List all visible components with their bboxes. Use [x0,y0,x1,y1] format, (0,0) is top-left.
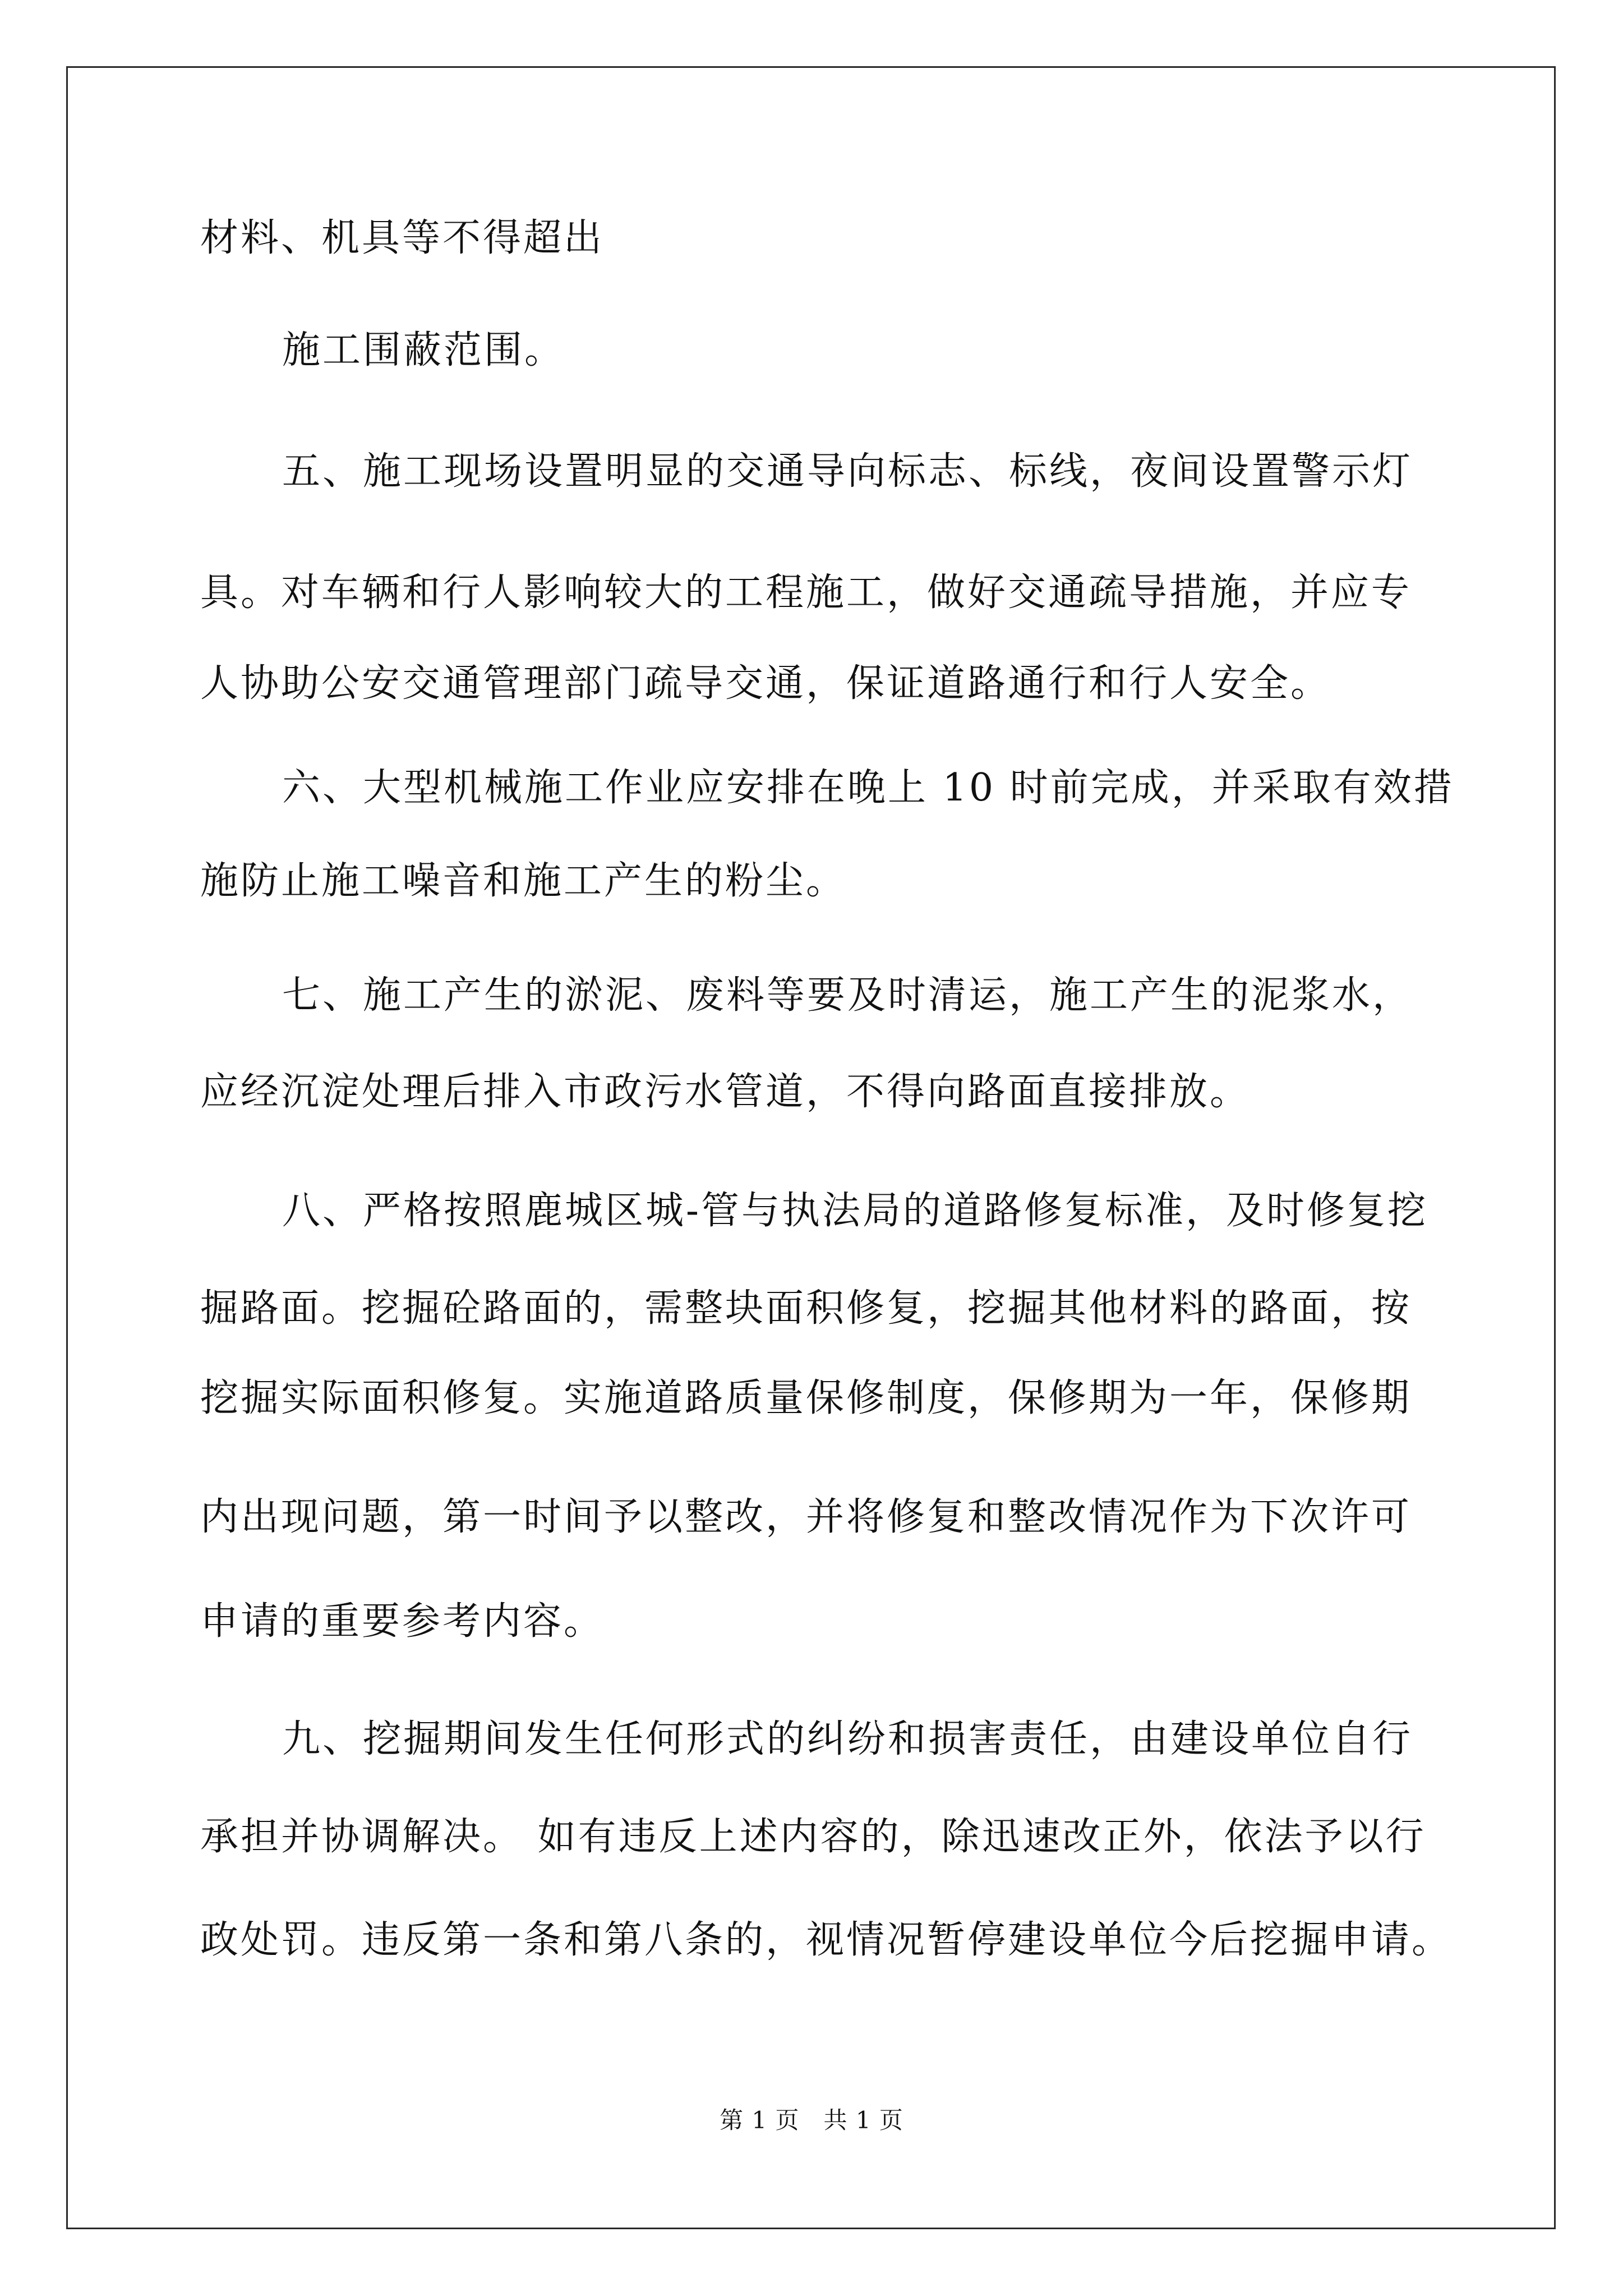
text-line: 材料、机具等不得超出 [200,216,605,260]
text-line: 八、严格按照鹿城区城-管与执法局的道路修复标准，及时修复挖 [282,1189,1428,1233]
text-line: 五、施工现场设置明显的交通导向标志、标线，夜间设置警示灯 [282,449,1413,494]
text-line: 具。对车辆和行人影响较大的工程施工，做好交通疏导措施，并应专 [200,570,1412,615]
text-line: 挖掘实际面积修复。实施道路质量保修制度，保修期为一年，保修期 [200,1376,1412,1420]
text-line: 政处罚。违反第一条和第八条的，视情况暂停建设单位今后挖掘申请。 [200,1918,1453,1962]
text-line: 掘路面。挖掘砼路面的，需整块面积修复，挖掘其他材料的路面，按 [200,1286,1412,1331]
text-line: 应经沉淀处理后排入市政污水管道，不得向路面直接排放。 [200,1070,1251,1114]
text-line: 人协助公安交通管理部门疏导交通，保证道路通行和行人安全。 [200,661,1331,706]
text-line: 九、挖掘期间发生任何形式的纠纷和损害责任，由建设单位自行 [282,1717,1413,1761]
text-line: 七、施工产生的淤泥、废料等要及时清运，施工产生的泥浆水， [282,973,1413,1018]
text-line: 承担并协调解决。 如有违反上述内容的，除迅速改正外，依法予以行 [200,1815,1426,1859]
page-border [66,66,1556,2229]
text-line: 施防止施工噪音和施工产生的粉尘。 [200,859,847,903]
text-line: 内出现问题，第一时间予以整改，并将修复和整改情况作为下次许可 [200,1495,1412,1539]
page-footer: 第 1 页 共 1 页 [720,2106,903,2134]
text-line: 六、大型机械施工作业应安排在晚上 10 时前完成，并采取有效措 [282,766,1454,810]
text-line: 申请的重要参考内容。 [200,1599,605,1644]
text-line: 施工围蔽范围。 [282,328,565,372]
